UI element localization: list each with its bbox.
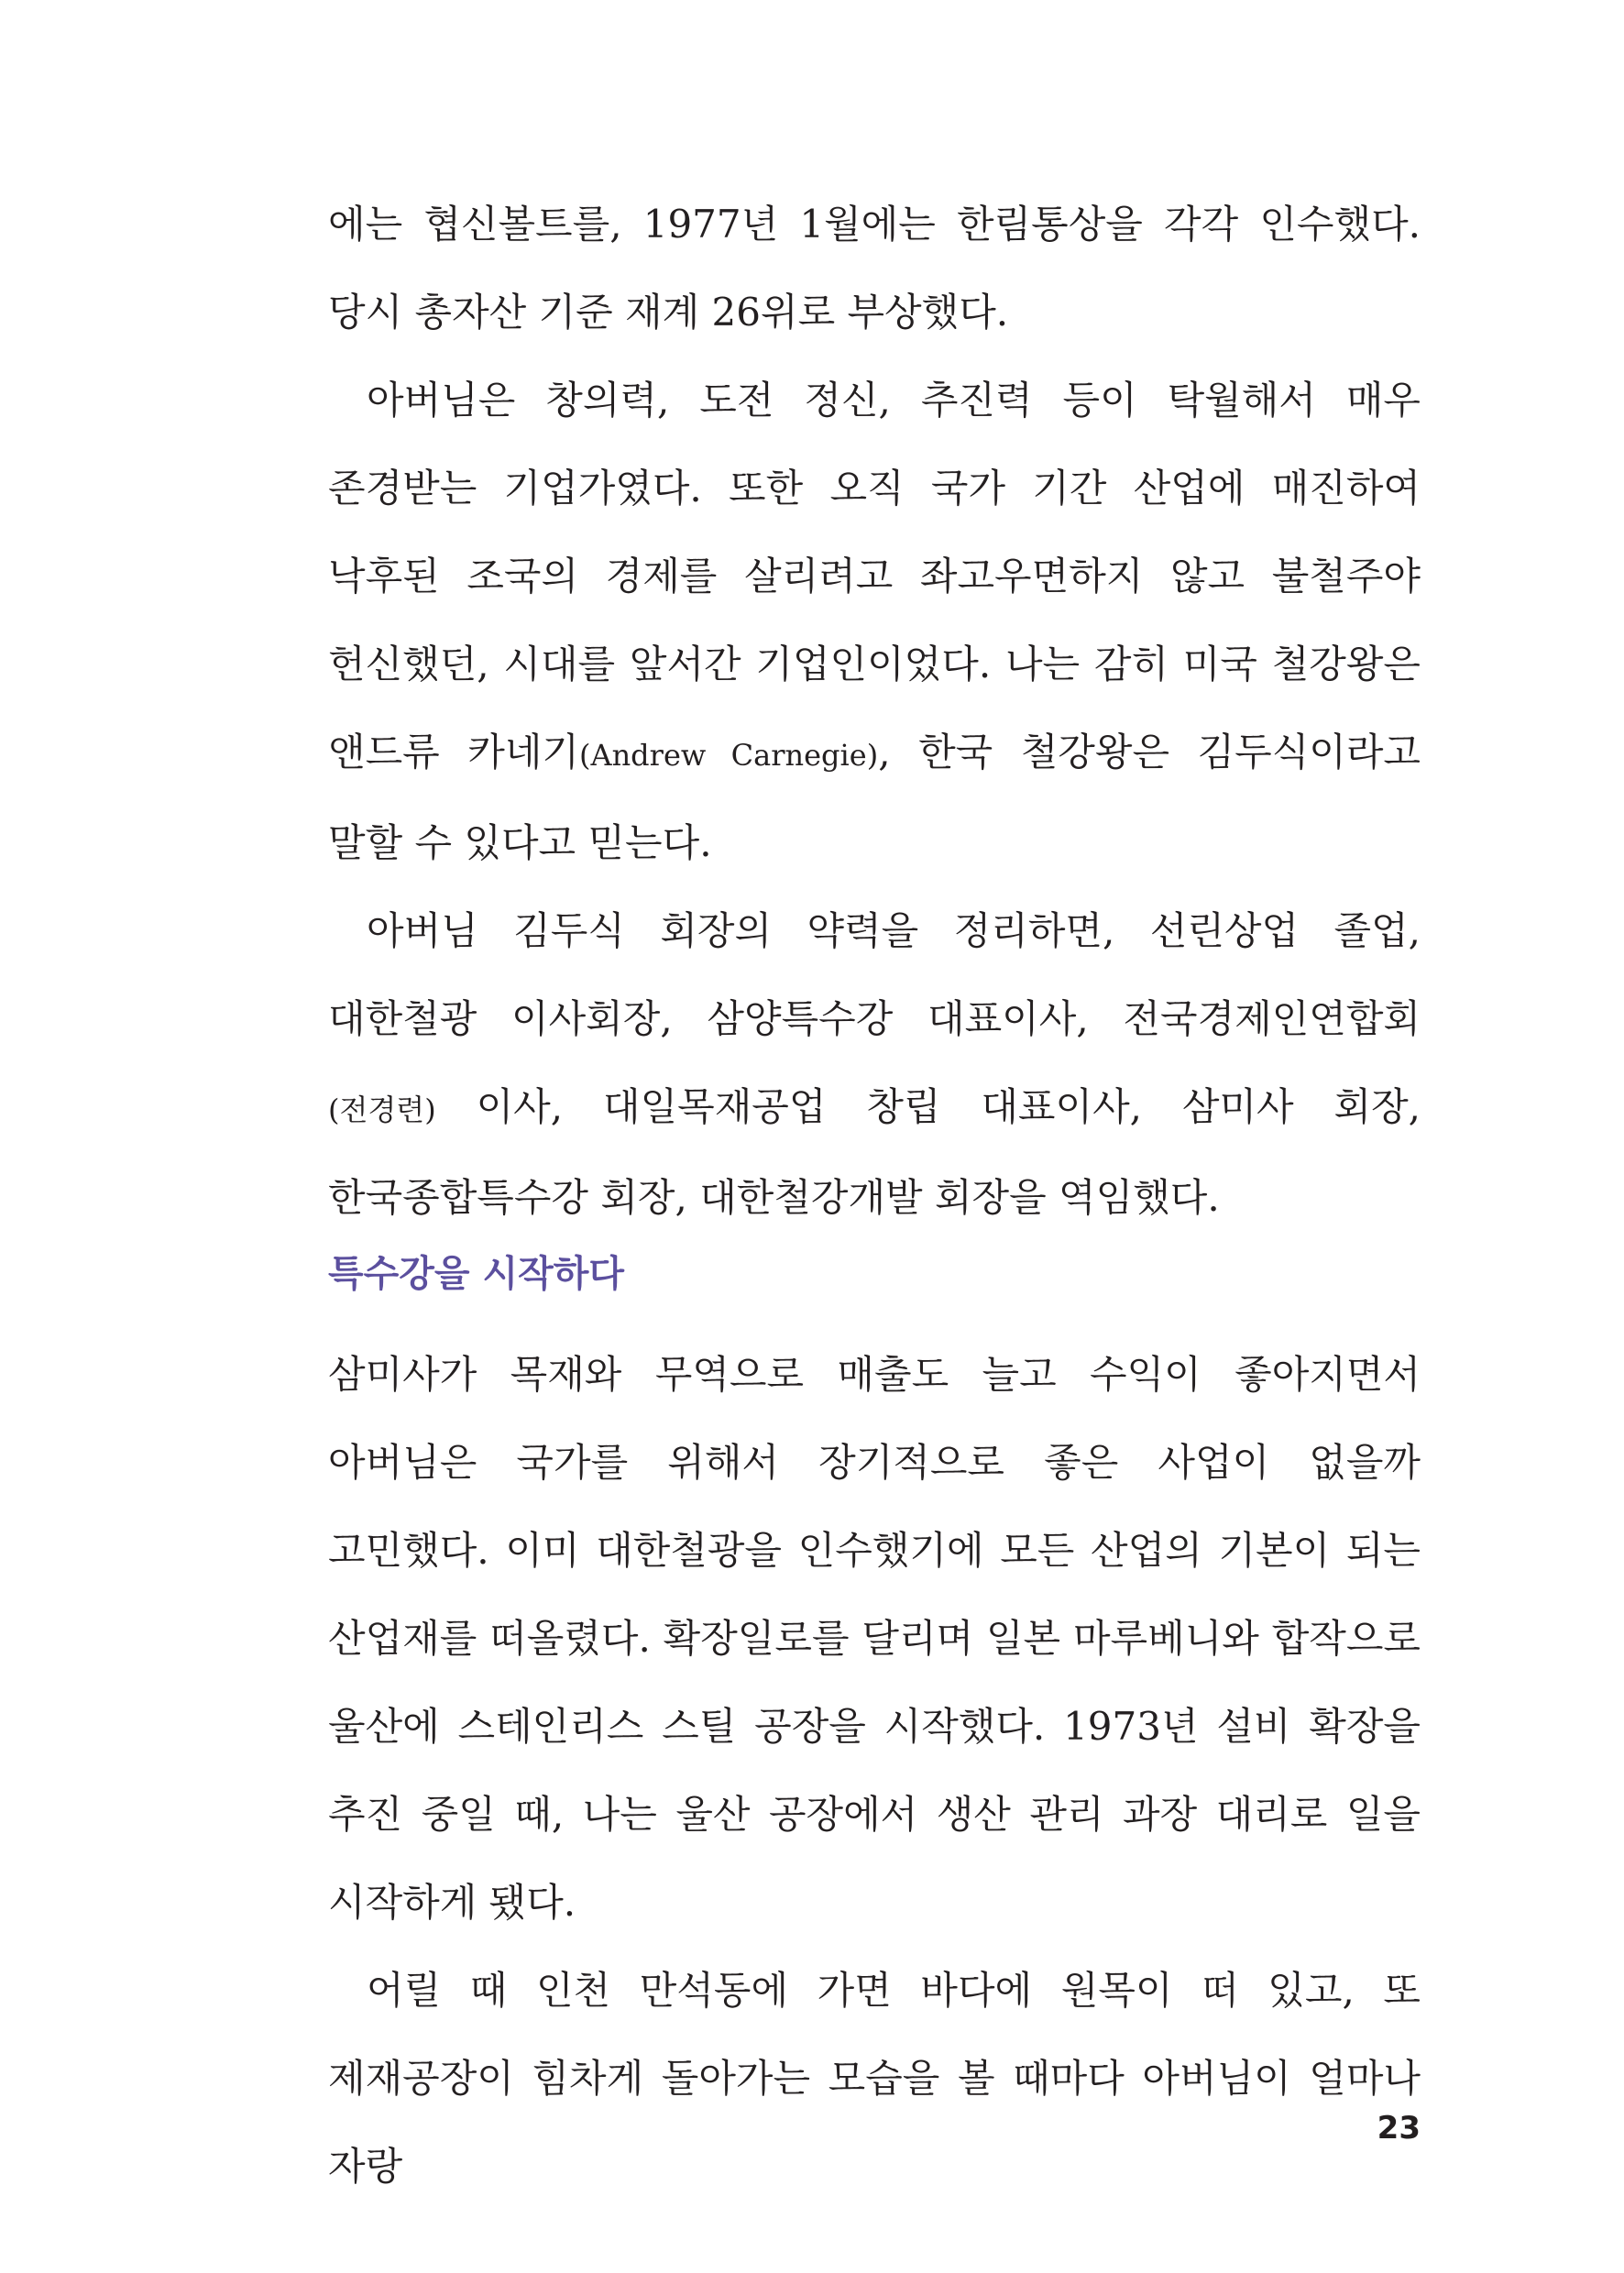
body-text-top bbox=[328, 181, 1421, 1242]
paragraph-1: 에는 협신볼트를, 1977년 1월에는 한림통상을 각각 인수했다. 당시 총자산 기준 재계 26위로 부상했다. bbox=[328, 202, 1421, 335]
page-number: 23 bbox=[1377, 2110, 1421, 2147]
paragraph-2 bbox=[328, 357, 1421, 887]
paragraph-2-parenthetical: (Andrew Carnegie) bbox=[578, 738, 879, 773]
paragraph-3-end: 이사, 대일목재공업 창립 대표이사, 삼미사 회장, 한국종합특수강 회장, 대한철강개발 회장을 역임했다. bbox=[328, 1084, 1421, 1220]
section-paragraph-2: 어릴 때 인천 만석동에 가면 바다에 원목이 떠 있고, 또 제재공장이 힘차게 돌아가는 모습을 볼 때마다 아버님이 얼마나 자랑 bbox=[328, 1968, 1421, 2189]
section-paragraph-1: 삼미사가 목재와 무역으로 매출도 늘고 수익이 좋아지면서 아버님은 국가를 위해서 장기적으로 좋은 사업이 없을까 고민했다. 이미 대한철광을 인수했기에 모든 산업의 기본이 되는 산업재를 떠올렸다. 확장일로를 달리며 일본 마루베니와 합작으로 울산에 스테인리스 스틸 공장을 시작했다. 1973년 설비 확장을 추진 중일 때, 나는 울산 공장에서 생산 관리 과장 대리로 일을 시작하게 됐다. bbox=[328, 1352, 1421, 1925]
body-text-section bbox=[328, 1331, 1421, 2211]
section-heading: 특수강을 시작하다 bbox=[328, 1253, 625, 1295]
paragraph-2-text: 아버님은 창의력, 도전 정신, 추진력 등이 탁월해서 매우 존경받는 기업가였다. 또한 오직 국가 기간 산업에 매진하여 낙후된 조국의 경제를 살리려고 좌고우면하지 않고 불철주야 헌신했던, 시대를 앞서간 기업인이었다. 나는 감히 미국 철강왕은 앤드류 카네기 bbox=[328, 378, 1421, 774]
paragraph-3-parenthetical: (전경련) bbox=[328, 1093, 436, 1127]
paragraph-3-text: 아버님 김두식 회장의 약력을 정리하면, 선린상업 졸업, 대한철광 이사회장, 삼양특수강 대표이사, 전국경제인연합회 bbox=[328, 908, 1421, 1041]
paragraph-2-end: , 한국 철강왕은 김두식이라고 말할 수 있다고 믿는다. bbox=[328, 730, 1421, 865]
paragraph-3 bbox=[328, 887, 1421, 1242]
